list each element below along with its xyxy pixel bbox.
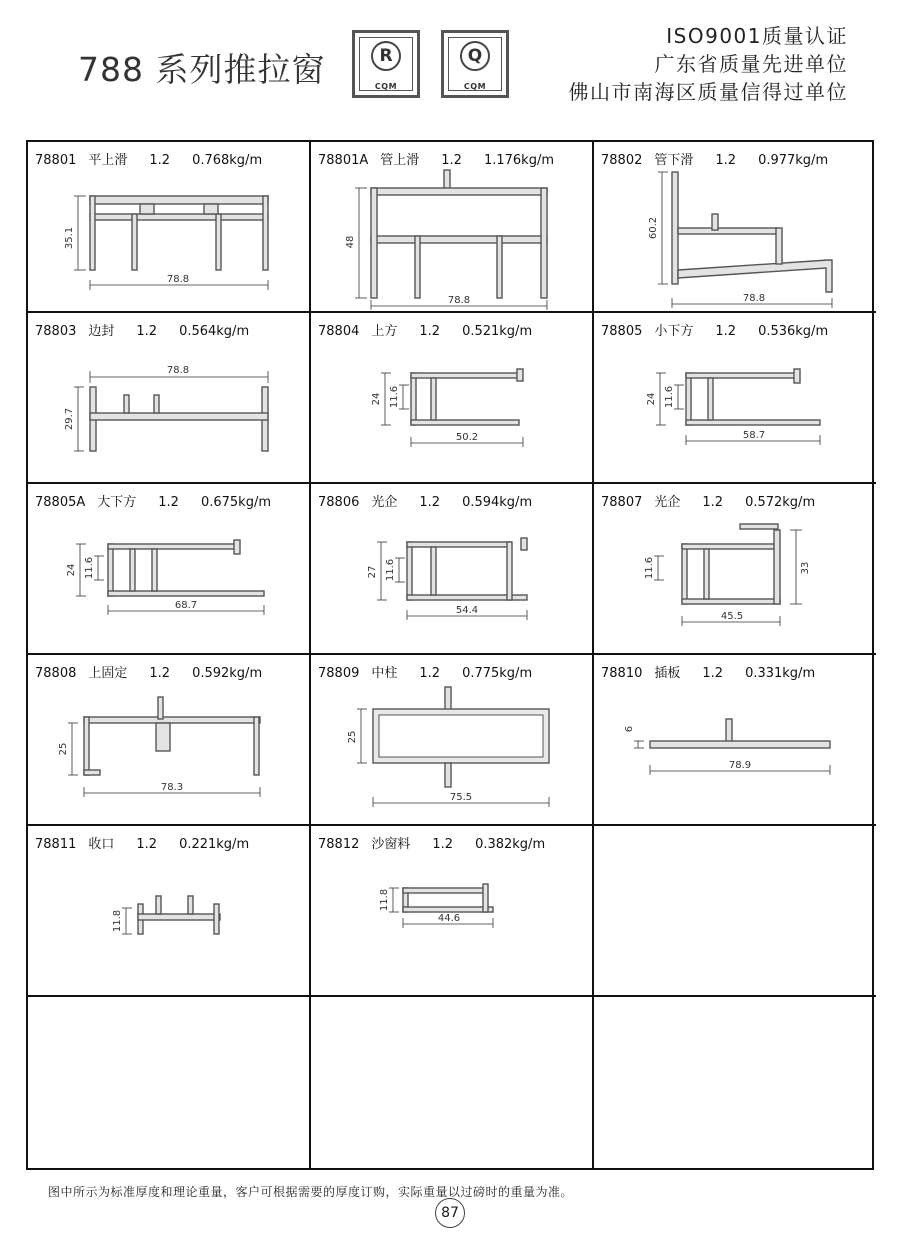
- profile-drawing: [311, 484, 594, 655]
- profile-drawing: [28, 826, 311, 997]
- profile-thickness: 1.2: [702, 495, 724, 510]
- profile-cell-78806: [311, 484, 594, 655]
- profile-thickness: 1.2: [715, 324, 737, 339]
- cert-line: 广东省质量先进单位: [654, 52, 848, 76]
- profile-cell-78805A: [28, 484, 311, 655]
- badge-label: CQM: [374, 82, 398, 91]
- badge-label: CQM: [463, 82, 487, 91]
- profile-weight: 0.521kg/m: [462, 324, 533, 339]
- dimension-label: 60.2: [648, 216, 659, 240]
- dimension-label: 6: [624, 725, 635, 733]
- profile-name: 光企: [371, 495, 398, 510]
- dimension-label: 11.6: [644, 556, 655, 580]
- profile-weight: 0.564kg/m: [179, 324, 250, 339]
- profile-name: 大下方: [97, 495, 137, 510]
- profile-drawing: [28, 484, 311, 655]
- profile-weight: 0.331kg/m: [745, 666, 816, 681]
- profile-thickness: 1.2: [149, 153, 171, 168]
- profile-weight: 0.768kg/m: [192, 153, 263, 168]
- profile-cell-78810: [594, 655, 876, 826]
- profile-name: 小下方: [654, 324, 694, 339]
- profile-drawing: [28, 655, 311, 826]
- empty-cell: [594, 826, 876, 997]
- profile-thickness: 1.2: [715, 153, 737, 168]
- profile-thickness: 1.2: [136, 324, 158, 339]
- profile-thickness: 1.2: [419, 666, 441, 681]
- profile-thickness: 1.2: [419, 495, 441, 510]
- dimension-label: 24: [371, 392, 382, 406]
- q-mark-icon: Q: [460, 41, 490, 71]
- empty-cell: [311, 997, 594, 1168]
- profile-cell-78808: [28, 655, 311, 826]
- profile-code: 78803: [35, 324, 77, 339]
- profile-thickness: 1.2: [441, 153, 462, 168]
- profile-cell-78802: [594, 142, 876, 313]
- profile-weight: 0.536kg/m: [758, 324, 829, 339]
- profile-cell-78809: [311, 655, 594, 826]
- profile-weight: 0.221kg/m: [179, 837, 250, 852]
- dimension-label: 35.1: [64, 226, 75, 250]
- profile-cell-78812: [311, 826, 594, 997]
- profile-weight: 0.382kg/m: [475, 837, 546, 852]
- profile-cell-78805: [594, 313, 876, 484]
- profile-name: 上方: [371, 324, 398, 339]
- profile-drawing: [28, 142, 311, 313]
- profile-weight: 0.977kg/m: [758, 153, 829, 168]
- empty-cell: [594, 997, 876, 1168]
- profile-drawing: [594, 484, 876, 655]
- dimension-label: 11.6: [385, 558, 396, 582]
- dimension-label: 11.8: [112, 909, 123, 933]
- profile-cell-78801: [28, 142, 311, 313]
- profile-name: 中柱: [371, 666, 398, 681]
- cqm-q-certification-logo: [441, 30, 509, 98]
- profile-code: 78806: [318, 495, 360, 510]
- profile-code: 78809: [318, 666, 360, 681]
- empty-cell: [28, 997, 311, 1168]
- dimension-label: 78.9: [728, 760, 752, 771]
- profile-code: 78804: [318, 324, 360, 339]
- profile-weight: 0.594kg/m: [462, 495, 533, 510]
- dimension-label: 50.2: [455, 432, 479, 443]
- profile-cell-78803: [28, 313, 311, 484]
- cert-line: ISO9001质量认证: [666, 24, 848, 48]
- profile-thickness: 1.2: [702, 666, 724, 681]
- profile-name: 边封: [88, 324, 115, 339]
- profile-name: 平上滑: [88, 153, 128, 168]
- profile-code: 78811: [35, 837, 77, 852]
- dimension-label: 68.7: [174, 600, 198, 611]
- profile-drawing: [594, 313, 876, 484]
- profile-weight: 0.675kg/m: [200, 495, 271, 510]
- profile-weight: 0.775kg/m: [462, 666, 533, 681]
- profile-code: 78801: [35, 153, 77, 168]
- profile-code: 78812: [318, 837, 360, 852]
- profile-weight: 0.572kg/m: [745, 495, 816, 510]
- dimension-label: 29.7: [64, 407, 75, 431]
- dimension-label: 24: [66, 563, 77, 577]
- profile-code: 78805A: [35, 495, 86, 510]
- dimension-label: 11.6: [664, 385, 675, 409]
- profile-code: 78808: [35, 666, 77, 681]
- page-number: 87: [435, 1198, 465, 1228]
- cqm-r-certification-logo: [352, 30, 420, 98]
- profile-thickness: 1.2: [158, 495, 179, 510]
- profile-cell-78801A: [311, 142, 594, 313]
- profile-grid: [26, 140, 874, 1170]
- dimension-label: 58.7: [742, 430, 766, 441]
- profile-thickness: 1.2: [419, 324, 441, 339]
- profile-code: 78807: [601, 495, 643, 510]
- profile-drawing: [311, 142, 594, 313]
- profile-code: 78801A: [318, 153, 369, 168]
- dimension-label: 11.6: [389, 385, 400, 409]
- profile-drawing: [28, 313, 311, 484]
- dimension-label: 45.5: [720, 611, 744, 622]
- dimension-label: 27: [367, 565, 378, 579]
- dimension-label: 54.4: [455, 605, 479, 616]
- profile-weight: 0.592kg/m: [192, 666, 263, 681]
- profile-cell-78804: [311, 313, 594, 484]
- dimension-label: 44.6: [437, 913, 461, 924]
- series-title: 788 系列推拉窗: [78, 50, 326, 89]
- profile-code: 78802: [601, 153, 643, 168]
- profile-name: 沙窗料: [371, 837, 411, 852]
- profile-thickness: 1.2: [149, 666, 171, 681]
- dimension-label: 25: [347, 730, 358, 744]
- profile-name: 收口: [88, 837, 115, 852]
- profile-code: 78810: [601, 666, 643, 681]
- profile-drawing: [594, 655, 876, 826]
- profile-name: 管下滑: [654, 153, 694, 168]
- profile-drawing: [311, 655, 594, 826]
- dimension-label: 11.6: [84, 556, 95, 580]
- footnote: 图中所示为标准厚度和理论重量，客户可根据需要的厚度订购，实际重量以过磅时的重量为准。: [48, 1185, 574, 1199]
- profile-name: 插板: [654, 666, 681, 681]
- r-mark-icon: R: [371, 41, 401, 71]
- dimension-label: 78.8: [447, 295, 471, 306]
- profile-weight: 1.176kg/m: [483, 153, 554, 168]
- profile-name: 管上滑: [380, 153, 420, 168]
- cert-line: 佛山市南海区质量信得过单位: [568, 80, 848, 104]
- dimension-label: 11.8: [379, 888, 390, 912]
- dimension-label: 48: [345, 235, 356, 249]
- profile-name: 光企: [654, 495, 681, 510]
- certification-list: [569, 22, 849, 106]
- dimension-label: 78.8: [742, 293, 766, 304]
- dimension-label: 24: [646, 392, 657, 406]
- profile-drawing: [311, 826, 594, 997]
- dimension-label: 78.8: [166, 274, 190, 285]
- dimension-label: 33: [800, 561, 811, 575]
- profile-name: 上固定: [88, 666, 128, 681]
- profile-drawing: [594, 142, 876, 313]
- profile-drawing: [311, 313, 594, 484]
- page-header: [0, 0, 900, 130]
- profile-thickness: 1.2: [136, 837, 158, 852]
- dimension-label: 78.3: [160, 782, 184, 793]
- profile-cell-78811: [28, 826, 311, 997]
- dimension-label: 78.8: [166, 365, 190, 376]
- dimension-label: 25: [58, 742, 69, 756]
- profile-cell-78807: [594, 484, 876, 655]
- profile-thickness: 1.2: [432, 837, 454, 852]
- dimension-label: 75.5: [449, 792, 473, 803]
- profile-code: 78805: [601, 324, 643, 339]
